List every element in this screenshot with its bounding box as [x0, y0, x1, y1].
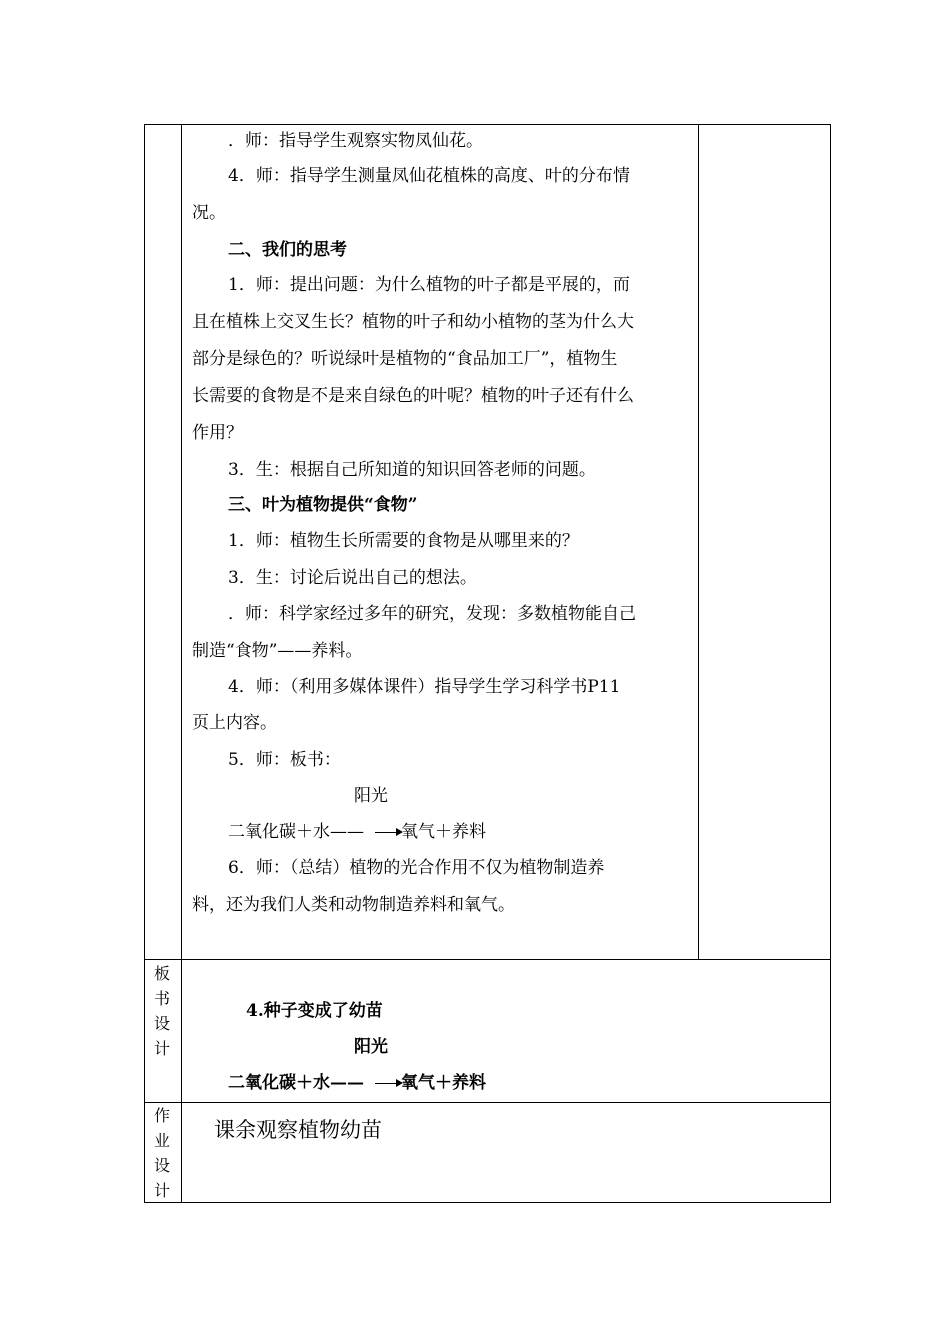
board-products: 氧气＋养料 — [401, 1073, 486, 1093]
paragraph-line: 页上内容。 — [192, 713, 277, 733]
paragraph-line: 且在植株上交叉生长？植物的叶子和幼小植物的茎为什么大 — [192, 312, 634, 332]
paragraph-line: 1．师：提出问题：为什么植物的叶子都是平展的，而 — [228, 275, 630, 295]
board-title: 4.种子变成了幼苗 — [246, 1001, 383, 1021]
homework-content: 课余观察植物幼苗 — [214, 1118, 382, 1142]
board-reaction-arrow — [375, 1083, 401, 1084]
row-divider-board — [144, 959, 831, 960]
board-reactants: 二氧化碳＋水—— — [228, 1073, 364, 1093]
reaction-products: 氧气＋养料 — [401, 822, 486, 842]
paragraph-line: 制造“食物”——养料。 — [192, 641, 363, 661]
reaction-reactants: 二氧化碳＋水—— — [228, 822, 364, 842]
board-design-label-char: 书 — [153, 989, 170, 1008]
paragraph-line: 6．师：（总结）植物的光合作用不仅为植物制造养 — [228, 858, 605, 878]
board-design-label-char: 板 — [153, 964, 170, 983]
paragraph-line: 5．师：板书： — [228, 750, 341, 770]
row-divider-homework — [144, 1102, 831, 1103]
reaction-condition: 阳光 — [354, 786, 388, 806]
homework-label-char: 业 — [153, 1131, 170, 1150]
table-border-top — [144, 124, 831, 125]
paragraph-line: 4．师：指导学生测量凤仙花植株的高度、叶的分布情 — [228, 166, 630, 186]
notes-column-divider — [698, 124, 699, 960]
paragraph-line: 3．生：讨论后说出自己的想法。 — [228, 568, 477, 588]
paragraph-line: 作用？ — [192, 423, 243, 443]
reaction-arrow — [375, 832, 401, 833]
table-border-right — [830, 124, 831, 1203]
paragraph-line: ．师：指导学生观察实物凤仙花。 — [228, 131, 483, 151]
section-heading: 二、我们的思考 — [228, 240, 347, 260]
homework-label-char: 作 — [153, 1106, 170, 1125]
paragraph-line: 4．师：（利用多媒体课件）指导学生学习科学书P11 — [228, 677, 621, 697]
label-column-divider — [181, 124, 182, 1203]
paragraph-line: 部分是绿色的？听说绿叶是植物的“食品加工厂”，植物生 — [192, 349, 618, 369]
paragraph-line: 料，还为我们人类和动物制造养料和氧气。 — [192, 895, 515, 915]
homework-label-char: 设 — [153, 1156, 170, 1175]
paragraph-line: 况。 — [192, 203, 226, 223]
board-condition: 阳光 — [354, 1037, 388, 1057]
board-design-label-char: 设 — [153, 1014, 170, 1033]
section-heading: 三、叶为植物提供“食物” — [228, 495, 418, 515]
paragraph-line: 3．生：根据自己所知道的知识回答老师的问题。 — [228, 460, 596, 480]
paragraph-line: 1．师：植物生长所需要的食物是从哪里来的？ — [228, 531, 579, 551]
homework-label-char: 计 — [153, 1181, 170, 1200]
paragraph-line: ．师：科学家经过多年的研究，发现：多数植物能自己 — [228, 604, 636, 624]
board-design-label-char: 计 — [153, 1039, 170, 1058]
paragraph-line: 长需要的食物是不是来自绿色的叶呢？植物的叶子还有什么 — [192, 386, 634, 406]
table-border-bottom — [144, 1202, 831, 1203]
